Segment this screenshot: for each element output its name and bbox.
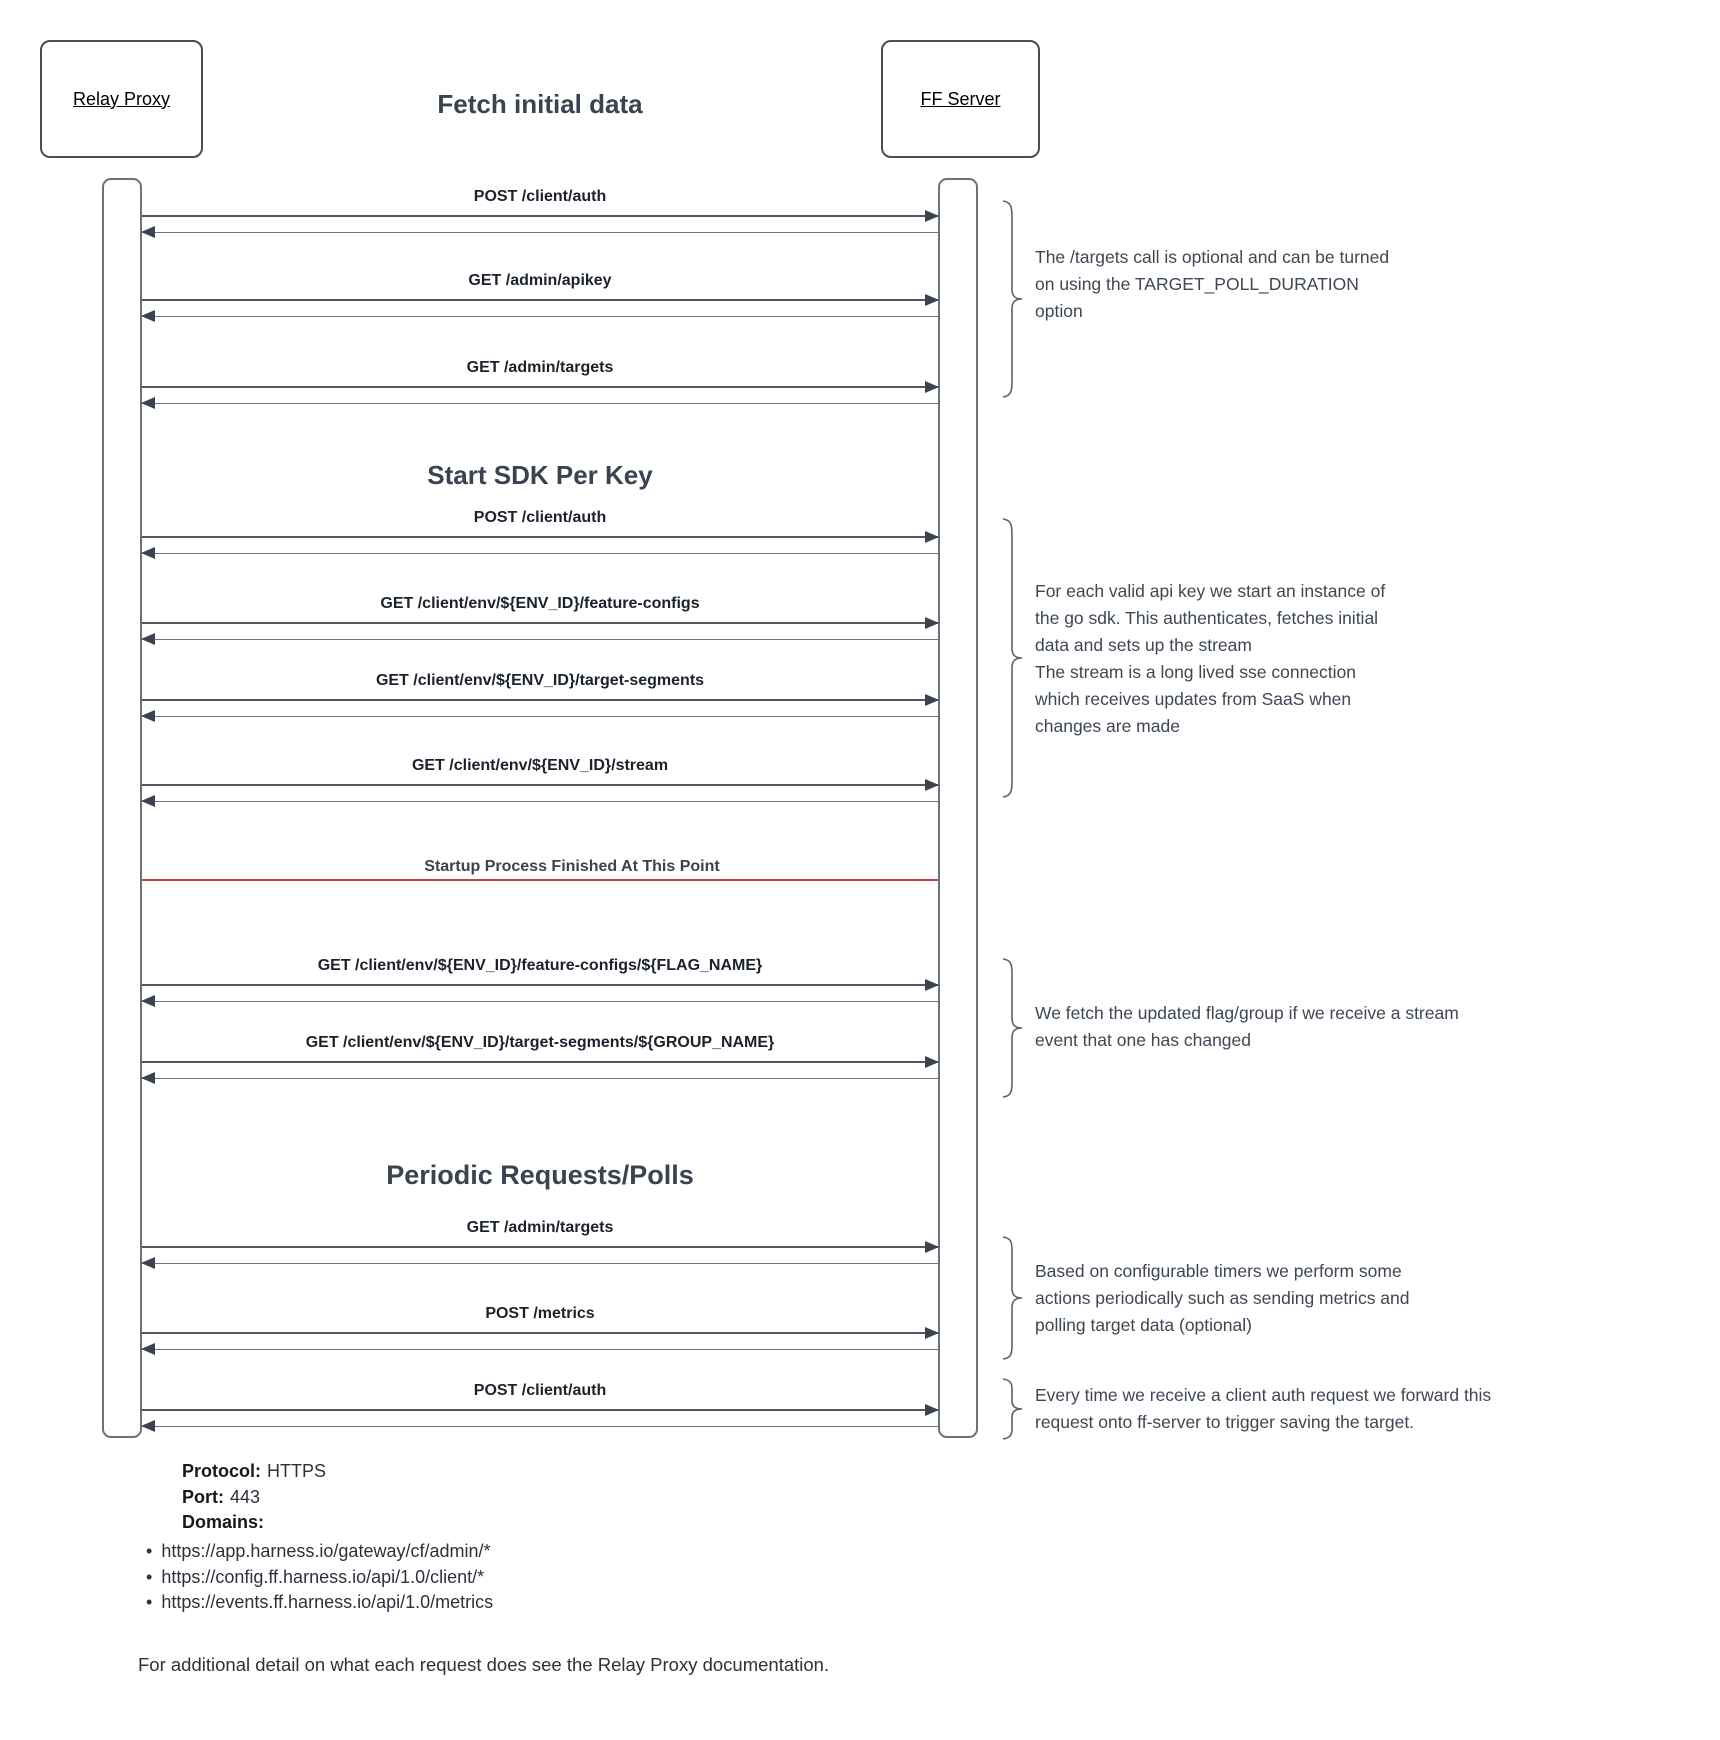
- annotation-line: event that one has changed: [1035, 1030, 1252, 1050]
- arrowhead-right-icon: [925, 1327, 939, 1339]
- response-arrow: [142, 1001, 938, 1002]
- domain-item: [146, 1592, 493, 1613]
- curly-brace-icon: [1000, 1236, 1024, 1360]
- arrowhead-left-icon: [141, 1343, 155, 1355]
- domain-item: [146, 1541, 491, 1562]
- request-arrow: [142, 622, 938, 624]
- arrowhead-right-icon: [925, 979, 939, 991]
- request-arrow: [142, 299, 938, 301]
- section-title-start-sdk-per-key: Start SDK Per Key: [427, 460, 653, 490]
- message-label: GET /admin/apikey: [468, 272, 612, 289]
- annotation-line: actions periodically such as sending metrics and: [1035, 1288, 1410, 1308]
- response-arrow: [142, 1263, 938, 1264]
- response-arrow: [142, 801, 938, 802]
- arrowhead-left-icon: [141, 1420, 155, 1432]
- request-arrow: [142, 1332, 938, 1334]
- message-get-admin-targets-1: [142, 359, 938, 419]
- message-label: GET /client/env/${ENV_ID}/target-segments/${GROUP_NAME}: [305, 1034, 775, 1051]
- curly-brace-icon: [1000, 518, 1024, 798]
- annotation-line: which receives updates from SaaS when: [1035, 689, 1352, 709]
- message-label: POST /metrics: [485, 1305, 595, 1322]
- request-arrow: [142, 1409, 938, 1411]
- domains-heading: [182, 1512, 270, 1533]
- annotation-line: polling target data (optional): [1035, 1315, 1252, 1335]
- annotation-line: the go sdk. This authenticates, fetches initial: [1035, 608, 1379, 628]
- message-get-admin-targets-2: [142, 1219, 938, 1279]
- arrowhead-right-icon: [925, 381, 939, 393]
- message-post-client-auth-1: [142, 188, 938, 248]
- annotation-line: changes are made: [1035, 716, 1180, 736]
- response-arrow: [142, 553, 938, 554]
- lifeline-ff-server: [938, 178, 978, 1438]
- annotation-targets-optional: [1035, 244, 1389, 325]
- arrowhead-left-icon: [141, 226, 155, 238]
- message-label: GET /client/env/${ENV_ID}/target-segments: [375, 672, 705, 689]
- arrowhead-right-icon: [925, 694, 939, 706]
- response-arrow: [142, 1078, 938, 1079]
- bullet-icon: •: [146, 1541, 153, 1561]
- request-arrow: [142, 1061, 938, 1063]
- request-arrow: [142, 386, 938, 388]
- message-label: POST /client/auth: [473, 509, 607, 526]
- response-arrow: [142, 1349, 938, 1350]
- response-arrow: [142, 1426, 938, 1427]
- arrowhead-right-icon: [925, 294, 939, 306]
- curly-brace-icon: [1000, 958, 1024, 1098]
- annotation-line: The stream is a long lived sse connection: [1035, 662, 1356, 682]
- request-arrow: [142, 699, 938, 701]
- message-get-target-segment-by-group: [142, 1034, 938, 1094]
- port-label: Port:: [182, 1487, 224, 1507]
- separator-line: [142, 879, 938, 881]
- message-label: GET /client/env/${ENV_ID}/feature-configs/${FLAG_NAME}: [317, 957, 763, 974]
- arrowhead-left-icon: [141, 547, 155, 559]
- annotation-stream-event-fetch: [1035, 1000, 1459, 1054]
- protocol-value: HTTPS: [267, 1461, 327, 1481]
- response-arrow: [142, 716, 938, 717]
- curly-brace-icon: [1000, 1378, 1024, 1440]
- response-arrow: [142, 403, 938, 404]
- annotation-line: on using the TARGET_POLL_DURATION: [1035, 274, 1359, 294]
- domain-url: https://config.ff.harness.io/api/1.0/client/*: [161, 1567, 485, 1587]
- message-post-client-auth-3: [142, 1382, 938, 1442]
- request-arrow: [142, 984, 938, 986]
- lifeline-relay-proxy: [102, 178, 142, 1438]
- arrowhead-left-icon: [141, 633, 155, 645]
- message-label: GET /admin/targets: [466, 1219, 614, 1236]
- message-post-metrics: [142, 1305, 938, 1365]
- arrowhead-right-icon: [925, 1056, 939, 1068]
- actor-ff-server-label: FF Server: [920, 88, 1001, 109]
- domain-url: https://app.harness.io/gateway/cf/admin/*: [161, 1541, 491, 1561]
- annotation-line: Every time we receive a client auth request we forward this: [1035, 1385, 1492, 1405]
- actor-relay-proxy-label: Relay Proxy: [72, 88, 171, 109]
- message-label: GET /admin/targets: [466, 359, 614, 376]
- annotation-line: We fetch the updated flag/group if we receive a stream: [1035, 1003, 1459, 1023]
- request-arrow: [142, 784, 938, 786]
- arrowhead-left-icon: [141, 1072, 155, 1084]
- annotation-client-auth-forward: [1035, 1382, 1491, 1436]
- arrowhead-left-icon: [141, 710, 155, 722]
- message-get-admin-apikey: [142, 272, 938, 332]
- arrowhead-left-icon: [141, 397, 155, 409]
- annotation-sdk-per-key: [1035, 578, 1385, 740]
- section-title-fetch-initial-data: Fetch initial data: [437, 89, 643, 119]
- annotation-periodic-timers: [1035, 1258, 1410, 1339]
- message-label: GET /client/env/${ENV_ID}/feature-configs: [380, 595, 700, 612]
- arrowhead-right-icon: [925, 1241, 939, 1253]
- footer-note: For additional detail on what each request does see the Relay Proxy documentation.: [138, 1654, 830, 1675]
- arrowhead-left-icon: [141, 310, 155, 322]
- arrowhead-right-icon: [925, 1404, 939, 1416]
- bullet-icon: •: [146, 1592, 153, 1612]
- protocol-label: Protocol:: [182, 1461, 261, 1481]
- annotation-line: option: [1035, 301, 1083, 321]
- message-post-client-auth-2: [142, 509, 938, 569]
- protocol-row: [182, 1461, 326, 1482]
- message-get-target-segments: [142, 672, 938, 732]
- separator-label: Startup Process Finished At This Point: [424, 858, 720, 875]
- domains-label: Domains:: [182, 1512, 265, 1532]
- request-arrow: [142, 1246, 938, 1248]
- arrowhead-right-icon: [925, 531, 939, 543]
- domain-url: https://events.ff.harness.io/api/1.0/metrics: [161, 1592, 494, 1612]
- arrowhead-left-icon: [141, 1257, 155, 1269]
- bullet-icon: •: [146, 1567, 153, 1587]
- port-row: [182, 1487, 260, 1508]
- port-value: 443: [230, 1487, 261, 1507]
- annotation-line: For each valid api key we start an instance of: [1035, 581, 1386, 601]
- annotation-line: request onto ff-server to trigger saving the target.: [1035, 1412, 1415, 1432]
- message-label: POST /client/auth: [473, 1382, 607, 1399]
- section-title-periodic-requests-polls: Periodic Requests/Polls: [386, 1160, 694, 1190]
- arrowhead-right-icon: [925, 210, 939, 222]
- domain-item: [146, 1567, 484, 1588]
- annotation-line: Based on configurable timers we perform some: [1035, 1261, 1402, 1281]
- annotation-line: data and sets up the stream: [1035, 635, 1252, 655]
- request-arrow: [142, 215, 938, 217]
- message-label: POST /client/auth: [473, 188, 607, 205]
- arrowhead-right-icon: [925, 617, 939, 629]
- response-arrow: [142, 316, 938, 317]
- request-arrow: [142, 536, 938, 538]
- arrowhead-left-icon: [141, 795, 155, 807]
- arrowhead-left-icon: [141, 995, 155, 1007]
- response-arrow: [142, 232, 938, 233]
- message-get-feature-configs: [142, 595, 938, 655]
- curly-brace-icon: [1000, 200, 1024, 398]
- arrowhead-right-icon: [925, 779, 939, 791]
- message-label: GET /client/env/${ENV_ID}/stream: [411, 757, 669, 774]
- annotation-line: The /targets call is optional and can be turned: [1035, 247, 1390, 267]
- message-get-stream: [142, 757, 938, 817]
- response-arrow: [142, 639, 938, 640]
- message-get-feature-config-by-flag: [142, 957, 938, 1017]
